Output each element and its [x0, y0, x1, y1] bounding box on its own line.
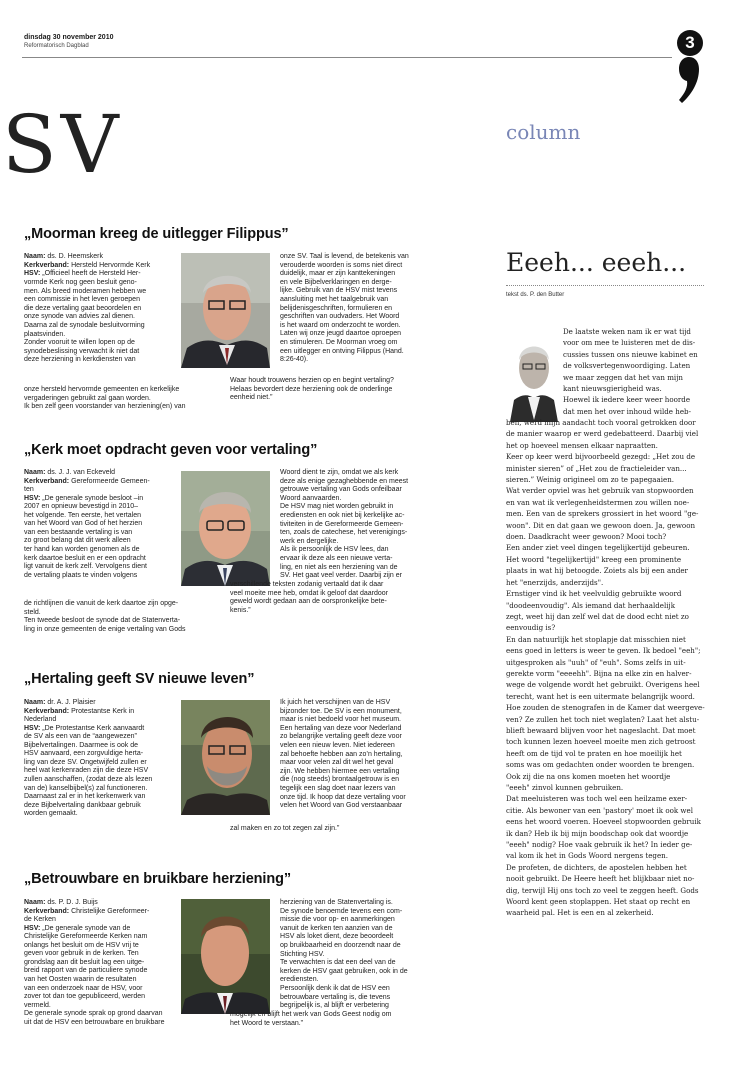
section-title: SV: [2, 98, 123, 191]
article-3-meta: Naam: dr. A. J. Plaisier Kerkverband: Protestantse Kerk in Nederland HSV: „De Protestantse Kerk aanvaardt: [24, 699, 145, 732]
issue-date: dinsdag 30 november 2010: [24, 34, 114, 41]
article-4-headline: „Betrouwbare en bruikbare herziening”: [24, 871, 292, 887]
portrait-heemskerk: [181, 253, 270, 368]
article-2-right-text: Woord dient te zijn, omdat we als kerk deze als enige gezaghebbende en meest getrouwe vertaling van Gods onfeilbaar Woord aanvaarden. De HSV mag niet worden gebruikt in erediensten en ook niet bij kerkelijke ac- tiviteiten in de Gereformeerde Gemeen- ten, zoals de catechese, het verenigings- werk en dergelijke. Als ik persoonlijk de HSV lees, dan ervaar ik deze als een nieuwe verta- ling, en niet als een herziening van de SV. Het gaat veel verder. Daarbij zijn er: [280, 469, 409, 580]
portrait-buijs: [181, 899, 270, 1014]
column-text-top: De laatste weken nam ik er wat tijd voor om mee te luisteren met de dis- cussies tussen ons nieuwe kabinet en de volksvertegenwoordiging. Laten we maar zeggen dat het van mijn kant nieuwsgierigheid was. Hoewel ik iedere keer weer hoorde dat men het over inhoud wilde heb-: [563, 327, 698, 416]
newspaper-name: Reformatorisch Dagblad: [24, 43, 89, 49]
article-2-meta: Naam: ds. J. J. van Eckeveld Kerkverband: Gereformeerde Gemeen- ten HSV: „De generale synode besloot –in: [24, 469, 150, 502]
article-3-right-wide-text: zal maken en zo tot zegen zal zijn.”: [230, 825, 340, 832]
column-text-body: ben, werd mijn aandacht toch vooral getrokken door de manier waarop er werd gedebatteerd. Daarbij viel het op hoeveel mensen elkaar napraatten. Keer op keer werd bijvoorbeeld gezegd: „Het zou de minister sieren” of „Het zou de fractieleider van... sieren.” Weinig origineel om zo te papegaaien. Wat verder opviel was het gebruik van stopwoorden en van wat ik verlegenheidstermen zou willen noe- men. Een van de sprekers grossiert in het woord "ge- woon". Dit en dat gaan we gewoon doen. Ja, gewoon doen. Daadkracht weer gewoon? Mooi toch? Een ander ziet veel dingen tegelijkertijd gebeuren. Het woord "tegelijkertijd" kreeg een prominente plaats in wat hij betoogde. Zoiets als bij een ander het "enerzijds, anderzijds". Ernstiger vind ik het veelvuldig gebruikte woord "doodeenvoudig". Als iemand dat herhaaldelijk zegt, weet hij dan zelf wel dat de dood echt niet zo eenvoudig is? En dan natuurlijk het stoplapje dat misschien niet eens goed in letters is weer te geven. Ik bedoel "eeh"; uitgesproken als "uuh" of "euh". Soms zelfs in uit- gerekte vorm "eeeehh". Bijna na elke zin en halver- wege de volgende wordt het gebruikt. Overigens heel terecht, want het is een uitermate belangrijk woord. Hoe zouden de stenografen in de Kamer dat weergeve- ven? Ze zullen het toch niet weglaten? Laat het alstu- blieft bewaard blijven voor het nageslacht. Dat moet toch kunnen lezen hoeveel moeite men zich getroost heeft om de tijd vol te praten en hoe moeilijk het soms was om gedachten onder woorden te brengen. Ook zij die na ons komen moeten het woordje "eeeh" zinvol kunnen gebruiken. Dat meeluisteren was toch wel een heilzame exer- citie. Als bewoner van een 'pastory' moet ik ook wel eens het woord voeren. Hoeveel stopwoorden gebruik ik dan? Heb ik bij mijn boodschap ook dat woordje "eeeh" nodig? Hoe vaak gebruik ik het? In ieder ge- val kom ik het in Gods Woord nergens tegen. De profeten, de dichters, de apostelen hebben het nooit gebruikt. De Heere heeft het blijkbaar niet no- dig, terwijl Hij ons toch zo veel te zeggen heeft. Gods Woord kent geen stoplappen. Het staat op recht en waarheid pal. Het is een en al zekerheid.: [506, 418, 705, 918]
article-4-left-text: Christelijke Gereformeerde Kerken nam onlangs het besluit om de HSV vrij te geven voor gebruik in de kerken. Ten grondslag aan dit besluit lag een uitge- breid rapport van de particuliere synode van het Oosten waarin de resultaten van een onderzoek naar de HSV, voor zover tot dan toe gepubliceerd, werden vermeld. De generale synode sprak op grond daarvan uit dat de HSV een betrouwbare en bruikbare: [24, 933, 165, 1026]
article-2-left-text: 2007 en opnieuw bevestigd in 2010– het volgende. Ten eerste, het vertalen van het Woord van God of het herzien van een bestaande vertaling is van zo groot belang dat dit werk alleen ter hand kan worden genomen als de kerk daartoe besluit en er een opdracht ligt vanuit de kerk zelf. Vervolgens dient de vertaling plaats te vinden volgens: [24, 503, 147, 579]
article-4-right-wide-text: mogelijk en blijft het werk van Gods Geest nodig om het Woord te verstaan.”: [230, 1011, 392, 1027]
article-1-left-text: vormde Kerk nog geen besluit geno- men. Als breed moderamen hebben we een commissie in het leven geroepen die deze vertaling gaat beoordelen en onze synode van advies zal dienen. Daarna zal de synodale besluitvorming plaatsvinden. Zonder vooruit te willen lopen op de synodebeslissing verwacht ik niet dat deze herziening in kerkdiensten van: [24, 279, 147, 364]
portrait-plaisier: [181, 700, 270, 815]
comma-logo-icon: [679, 57, 699, 105]
article-4-right-text: herziening van de Statenvertaling is. De synode benoemde tevens een com- missie die voor op- en aanmerkingen vanuit de kerken ten aanzien van de HSV als loket dient, deze beoordeelt op bruikbaarheid en doorzendt naar de Stichting HSV. Te verwachten is dat een deel van de kerken de HSV gaat gebruiken, ook in de erediensten. Persoonlijk denk ik dat de HSV een betrouwbare vertaling is, die tevens begrijpelijk is, al blijft er verbetering: [280, 899, 408, 1010]
portrait-den-butter: [506, 330, 558, 422]
article-2-wide-text: de richtlijnen die vanuit de kerk daartoe zijn opge- steld. Ten tweede besloot de synode dat de Statenverta- ling in onze gemeenten de enige vertaling van Gods: [24, 600, 186, 633]
article-3-left-text: de SV als een van de “aangewezen” Bijbelvertalingen. Daarmee is ook de HSV aanvaard, een zorgvuldige herta- ling van deze SV. Ongetwijfeld zullen er heel wat kerkenraden zijn die deze HSV zullen aanschaffen, (zodat deze als lezen van de) kanselbijbel(s) zal functioneren. Daarnaast zal er in het kerkenwerk van deze Bijbelvertaling dankbaar gebruik worden gemaakt.: [24, 733, 153, 818]
column-title: Eeeh... eeeh...: [506, 248, 687, 277]
column-label: column: [506, 120, 581, 144]
article-1-meta: Naam: ds. D. Heemskerk Kerkverband: Hersteld Hervormde Kerk HSV: „Officieel heeft de Hersteld Her-: [24, 253, 151, 278]
article-1-wide-text: onze hersteld hervormde gemeenten en kerkelijke vergaderingen gebruikt zal gaan worden. Ik ben zelf geen voorstander van herziening(en) van: [24, 386, 186, 411]
article-1-right-wide-text: Waar houdt trouwens herzien op en begint vertaling? Helaas bevordert deze herziening ook de onderlinge eenheid niet.”: [230, 377, 394, 402]
header-divider: [22, 57, 672, 58]
article-3-headline: „Hertaling geeft SV nieuwe leven”: [24, 671, 255, 687]
page-number: 3: [677, 30, 703, 56]
article-3-right-text: Ik juich het verschijnen van de HSV bijzonder toe. De SV is een monument, maar is niet bedoeld voor het museum. Een hertaling van deze voor Nederland zo belangrijke vertaling geeft deze voor velen een nieuw leven. Niet iedereen zal behoefte hebben aan zo’n hertaling, maar voor velen zal dit wel het geval zijn. We hebben hiermee een vertaling die (nog steeds) brontaalgetrouw is en tegelijk een slag doet naar lezers van onze tijd. Ik hoop dat deze vertaling voor velen het Woord van God verstaanbaar: [280, 699, 406, 810]
portrait-van-eckeveld: [181, 471, 270, 586]
article-2-right-wide-text: verschillende teksten zodanig vertaald dat ik daar veel moeite mee heb, omdat ik geloof dat daardoor geweld wordt gedaan aan de oorspronkelijke bete- kenis.”: [230, 581, 388, 614]
column-author: tekst ds. P. den Butter: [506, 292, 565, 298]
article-4-meta: Naam: ds. P. D. J. Buijs Kerkverband: Christelijke Gereformeer- de Kerken HSV: „De generale synode van de: [24, 899, 150, 932]
article-2-headline: „Kerk moet opdracht geven voor vertaling”: [24, 442, 318, 458]
article-1-right-text: onze SV. Taal is levend, de betekenis van verouderde woorden is soms niet direct duidelijk, maar er zijn kanttekeningen en vele Bijbelverklaringen en derge- lijke. Gebruik van de HSV mist tevens aansluiting met het taalgebruik van belijdenisgeschriften, formulieren en geschriften van oudvaders. Het Woord is het waard om onderzocht te worden. Laten wij onze jeugd daartoe oproepen en stimuleren. De Moorman vroeg om een uitlegger en ontving Filippus (Hand. 8:26-40).: [280, 253, 409, 364]
column-title-divider: [506, 285, 704, 286]
article-1-headline: „Moorman kreeg de uitlegger Filippus”: [24, 226, 289, 242]
